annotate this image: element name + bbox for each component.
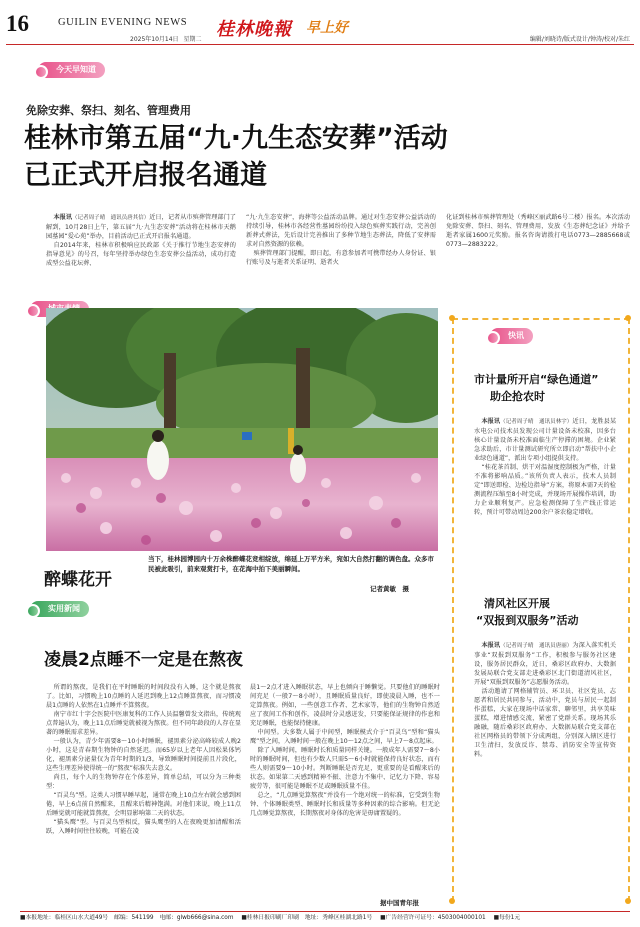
flash-story2-body: 本报讯（记者周子晴 通讯员唐丽）为深入落实机关事业“双报到双服务”工作，积极参与服务社区建设，服务居民群众，近日，桑彩区政府办、大数据发展局联合党支部走进桑彩区北门街道清风社区，开展“双报到双服务”志愿服务活动。 活动邀请了网格辅管员、环卫员、社区党员、志愿者和居民共同参与，活动中，党员与居民一起制作蛋糕，大家在现场中话家常、聊邻里，共享美味蛋糕，增进情感交流，紧密了党群关系。现场其乐融融，随后桑彩区政府办、大数据局联合党支部在社区网格员的带领下分成两组，分别深入辖区进行卫生清扫，发放反诈、禁毒、消防安全等宣传资料。	[474, 642, 617, 758]
edition-logo: 早上好	[306, 20, 348, 36]
main-headline-line1: 桂林市第五届“九·九生态安葬”活动	[24, 123, 448, 154]
header-rule	[6, 44, 634, 45]
photo-caption: 当下，桂林园博园内十万余株醉蝶花竞相绽放，绵延上万平方米，宛如大自然打翻的调色盘。众多市民被此吸引，前来观赏打卡，在花海中拍下美丽瞬间。	[148, 555, 434, 573]
flash-frame-top	[452, 318, 630, 320]
sleep-headline: 凌晨2点睡不一定是在熬夜	[44, 650, 243, 670]
paper-name-en: GUILIN EVENING NEWS	[58, 17, 188, 28]
flash-frame-dot	[449, 315, 455, 321]
flash-frame-dot	[625, 315, 631, 321]
footer-ad-license: ■广告经营许可证号：4503004000101	[380, 915, 486, 921]
headline-kicker: 免除安葬、祭扫、刻名、管理费用	[26, 104, 191, 117]
brand-logo: 桂林晚報	[216, 19, 292, 40]
flash-frame-left	[452, 318, 454, 902]
footer-printer-address: 地址：秀峰区桂湖北路1号	[304, 915, 373, 921]
footer-postcode: 邮编：541199	[114, 915, 154, 921]
issue-weekday: 星期二	[183, 36, 202, 43]
flash-frame-dot	[449, 898, 455, 904]
sleep-col2: 晨1～2点才进入睡眠状态，早上也倾向于睡懒觉。只要他们的睡眠时间充足（一般7～8小时），且睡眠质量良好，即使凌晨入睡，也不一定算熬夜。例如，一些创意工作者、艺术家等，他们的生物钟自然适应了夜间工作和创作，凌晨时分灵感迸发，只要能保证规律的作息和充足睡眠，也能保持健康。 中间型。大多数人属于中间型，睡眠模式介于“百灵鸟”型和“猫头鹰”型之间，入睡时间一般在晚上10～12点之间，早上7～8点起床。 除了入睡时间，睡眠时长和质量同样关键。一般成年人需要7～8小时的睡眠时间，但也有少数人只需5～6小时就能保持良好状态，而有些人则需要9～10小时。判断睡眠是否充足，更重要的是看醒来后的状态。如果第二天感到精神不振、注意力不集中、记忆力下降、容易疲劳等，很可能是睡眠不足或睡眠质量不佳。 总之，“几点睡觉算熬夜”并没有一个绝对统一的标准，它受到生物钟、个体睡眠类型、睡眠时长和质量等多种因素的综合影响。但无论几点睡觉算熬夜，长期熬夜对身体的危害是毋庸置疑的。	[250, 684, 440, 817]
footer-email: 电邮：glwb666@sina.com	[159, 915, 234, 921]
photo-overlay-title-text: 醉蝶花开	[44, 570, 112, 590]
page-number: 16	[6, 11, 29, 36]
flash-frame-right	[628, 318, 630, 902]
footer-printer: ■桂林日报印刷厂印刷	[241, 915, 299, 921]
issue-date: 2025年10月14日	[130, 36, 179, 43]
section-tag-today: 今天早知道	[38, 62, 105, 78]
sleep-col1: 所谓的熬夜，是我们在平时睡眠的时间段没有入睡，这个就是熬夜了。比如，习惯晚上10点睡的人延迟到晚上12点睡算熬夜，而习惯凌晨1点睡的人依然在1点睡并不算熬夜。 南宁市红十字会医院中医康复科的工作人员温馨曾发文指出，传统观点普遍认为，晚上11点后睡觉就被视为熬夜。但不同年龄段的人存在显著的睡眠需求差异。 一般认为，青少年需要8～10小时睡眠，褪黑素分泌高峰较成人晚2小时，这是青春期生物钟的自然延迟。而65岁以上老年人因松果体钙化，褪黑素分泌量仅为青年时期的1/3，导致睡眠时间提前且片段化，这些生理差异使得统一的“熬夜”标准失去意义。 尚且，每个人的生物钟存在个体差异，简单总结，可以分为三种类型： “百灵鸟”型。这类人习惯早睡早起，通常在晚上10点左右就会感到困倦，早上6点前自然醒来，且醒来后精神饱满。对他们来说，晚上11点后睡觉就可能就算熬夜，会明显影响第二天的状态。 “猫头鹰”型。与百灵鸟型相反，猫头鹰型的人在夜晚更加清醒和活跃，入睡时间往往较晚，可能在凌	[46, 684, 241, 835]
sleep-source: 据中国青年报	[380, 899, 419, 907]
flash-story1-title-line2: 助企抢农时	[490, 390, 545, 403]
main-headline-line2: 已正式开启报名通道	[24, 160, 267, 191]
footer-price: ■每份1元	[493, 915, 521, 921]
flash-story1-body: 本报讯（记者周子晴 通讯员林宇）近日，龙胜县某水电公司技术员发现公司计量设备未校准，因多台核心计量设备未校准面临生产停滞的困境。企业紧急求助后，市计量测试研究所立即启动“帮扶中小企业绿色通道”，派出专项小组提供支持。 “桂花茶首制、烘干对温湿度控制极为严格，计量不准将影响品质。”该所负责人表示，技术人员制定“即送即检、边检边指导”方案，将原本需7天的检测流程压缩至8小时完成，并现场开展操作培训，助力企业顺利复产。应急检测保障了生产线正常运转，预计可带动周边200余户茶农稳定增收。	[474, 418, 617, 516]
photo-credit: 记者黄敏 摄	[370, 585, 409, 593]
section-tag-flash: 快讯	[490, 328, 533, 344]
flash-story2-title-line2: “双报到双服务”活动	[476, 614, 579, 627]
main-byline-credit: （记者周子晴 通讯员唐其信）	[72, 215, 150, 221]
flower-photo	[46, 308, 438, 551]
main-byline: 本报讯	[53, 214, 73, 221]
flower-field-image	[46, 308, 438, 551]
main-article-col2: “九·九生态安葬”，海葬等公益活动品牌。通过对生态安葬公益活动的持续引导，桂林市各经营性墓园纷纷投入绿色殡葬实践行动，完善创新葬式葬法，先后设计完善推出了多种节地生态葬法，降低了安葬需求对自然资源的依赖。 殡葬管理部门提醒，即日起，有意参加者可携带经办人身份证、银行账号及与逝者关系证明、逝者火	[246, 214, 436, 266]
flash-frame-dot	[625, 898, 631, 904]
page-footer	[20, 911, 630, 924]
flash-story2-title-line1: 清风社区开展	[484, 597, 550, 610]
flash-story1-title-line1: 市计量所开启“绿色通道”	[474, 373, 599, 386]
page-header	[0, 0, 640, 48]
section-tag-practical: 实用新闻	[30, 601, 89, 617]
footer-address: ■本报地址：临桂区山水大道49号	[20, 915, 109, 921]
main-article-col3: 化证到桂林市殡葬管理处（秀峰区丽武路6号二楼）报名。本次活动免除安葬、祭扫、刻名、管理费用，发放《生态葬纪念证》并给予逝者家属1600元奖励。报名咨询请拨打电话0773—2885668或0773—2883222。	[446, 214, 630, 248]
main-article-col1: 本报讯（记者周子晴 通讯员唐其信）近日，记者从市殡葬管理部门了解到，10月28日上午，第五届“九·九生态安葬”活动将在桂林市天鹅园墓园“爱心苑”举办，目前活动已正式开启报名通道。 自2014年来，桂林市积极响应民政部《关于推行节地生态安葬的指导意见》的号召，每年坚持举办绿色生态安葬公益活动，成功打造成型公益花坛葬、	[46, 214, 236, 267]
editors-line: 编辑/刘晓诗/版式设计/钟涛/校对/朱红	[529, 36, 630, 43]
